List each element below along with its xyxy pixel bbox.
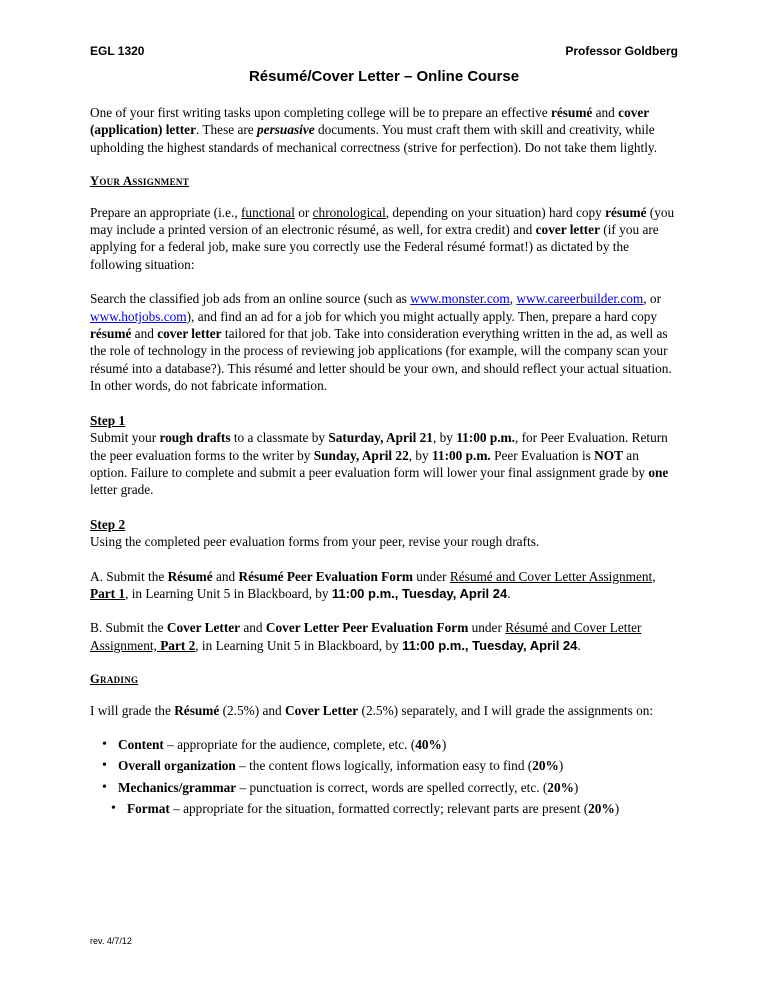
- grading-heading: Grading: [90, 672, 139, 687]
- revision-date: rev. 4/7/12: [90, 936, 132, 946]
- step-2-part-a: A. Submit the Résumé and Résumé Peer Evaluation Form under Résumé and Cover Letter Assignment, Part 1, in Learning Unit 5 in Blackboard, by 11:00 p.m., Tuesday, April 24.: [90, 568, 656, 601]
- list-item: • Mechanics/grammar – punctuation is correct, words are spelled correctly, etc. (20%): [90, 779, 678, 796]
- hotjobs-link[interactable]: www.hotjobs.com: [90, 308, 187, 324]
- step-1-paragraph: Submit your rough drafts to a classmate by Saturday, April 21, by 11:00 p.m., for Peer Evaluation. Return the peer evaluation forms to the writer by Sunday, April 22, by 11:00 p.m. Peer Evaluation is NOT an option. Failure to complete and submit a peer evaluation form will lower your final assignment grade by one letter grade.: [90, 430, 669, 498]
- document-body: [90, 104, 678, 822]
- list-item: • Overall organization – the content flows logically, information easy to find (20%): [90, 757, 678, 774]
- intro-paragraph: One of your first writing tasks upon completing college will be to prepare an effective résumé and cover (application) letter. These are persuasive documents. You must craft them with skill and creativity, while upholding the highest standards of mechanical correctness (strive for perfection). Do not take them lightly.: [90, 105, 658, 155]
- list-item: • Format – appropriate for the situation, formatted correctly; relevant parts are present (20%): [90, 800, 678, 817]
- professor-name: Professor Goldberg: [565, 44, 678, 58]
- grading-intro: I will grade the Résumé (2.5%) and Cover Letter (2.5%) separately, and I will grade the assignments on:: [90, 702, 654, 718]
- assignment-heading: Your Assignment: [90, 174, 190, 189]
- step-2-heading: Step 2: [90, 516, 126, 532]
- page-header: [90, 44, 678, 58]
- list-item: • Content – appropriate for the audience, complete, etc. (40%): [90, 736, 678, 753]
- monster-link[interactable]: www.monster.com: [410, 291, 510, 307]
- step-2-part-b: B. Submit the Cover Letter and Cover Letter Peer Evaluation Form under Résumé and Cover Letter Assignment, Part 2, in Learning Unit 5 in Blackboard, by 11:00 p.m., Tuesday, April 24.: [90, 620, 642, 653]
- assignment-paragraph-1: Prepare an appropriate (i.e., functional or chronological, depending on your situation) hard copy résumé (you may include a printed version of an electronic résumé, as well, for extra credit) and cover letter (if you are applying for a federal job, make sure you correctly use the Federal résumé format!) as dictated by the following situation:: [90, 204, 675, 272]
- course-code: EGL 1320: [90, 44, 145, 58]
- assignment-paragraph-2: Search the classified job ads from an online source (such as www.monster.com, www.careerbuilder.com, or www.hotjobs.com), and find an ad for a job for which you might actually apply. Then, prepare a hard copy résumé and cover letter tailored for that job. Take into consideration everything written in the ad, as well as the role of technology in the process of reviewing job applications (for example, will the company scan your résumé into a database?). This résumé and letter should be your own, and should reflect your actual situation. In other words, do not fabricate information.: [90, 291, 672, 394]
- grading-criteria-list: [90, 736, 678, 818]
- page-title: Résumé/Cover Letter – Online Course: [248, 68, 520, 85]
- step-1-heading: Step 1: [90, 412, 126, 428]
- step-2-intro: Using the completed peer evaluation forms from your peer, revise your rough drafts.: [90, 534, 540, 550]
- careerbuilder-link[interactable]: www.careerbuilder.com: [516, 291, 644, 307]
